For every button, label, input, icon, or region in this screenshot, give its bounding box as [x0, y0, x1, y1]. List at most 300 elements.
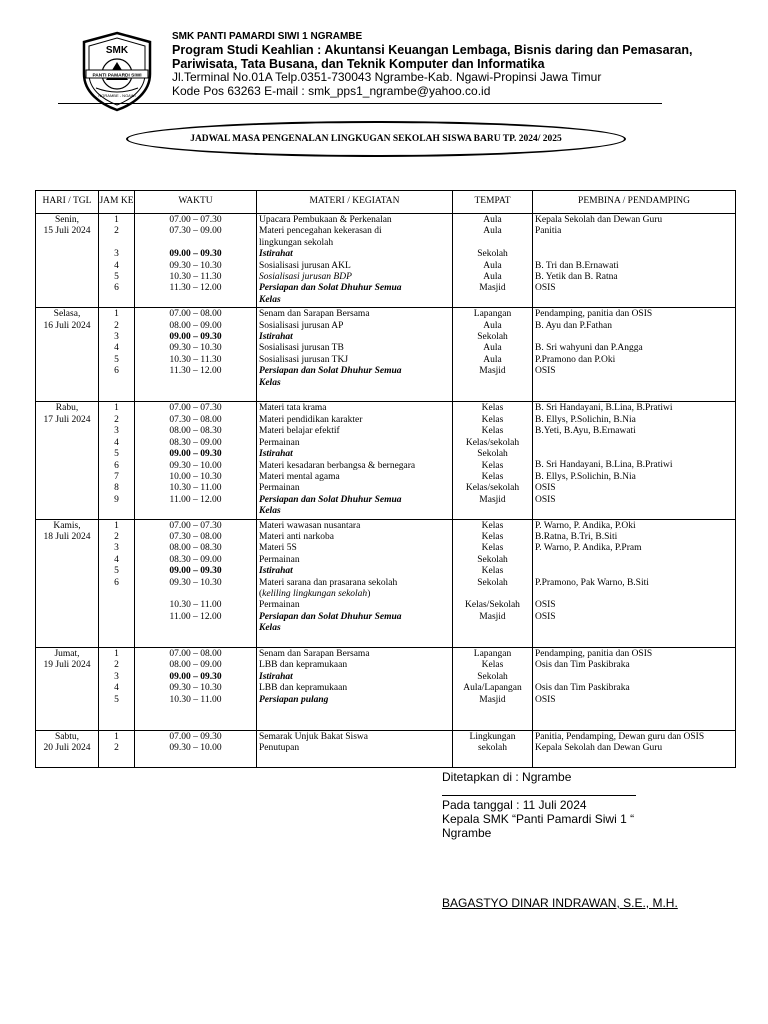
pembina-value: OSIS	[535, 600, 556, 611]
materi-value: Sosialisasi jurusan TB	[259, 343, 344, 354]
school-name: SMK PANTI PAMARDI SIWI 1 NGRAMBE	[172, 31, 363, 42]
tempat-value: Sekolah	[477, 671, 508, 682]
jam-value: 3	[114, 671, 119, 682]
table-row	[36, 402, 736, 519]
waktu-value: 11.00 – 12.00	[169, 611, 222, 622]
day-cell	[36, 214, 99, 308]
tempat-value: Aula	[483, 343, 502, 354]
waktu-value	[137, 589, 254, 600]
jam-value	[101, 389, 132, 400]
tempat-value: Kelas	[481, 566, 504, 577]
pembina-value: Panitia	[535, 226, 562, 237]
signature-position: Kepala SMK “Panti Pamardi Siwi 1 “	[442, 812, 635, 826]
materi-value: Istirahat	[259, 332, 293, 343]
tempat-value: sekolah	[477, 743, 508, 754]
tempat-value: Sekolah	[477, 577, 508, 588]
day-name: Rabu,	[55, 403, 79, 414]
jam-value: 2	[114, 414, 119, 425]
pembina-value: Osis dan Tim Paskibraka	[535, 683, 630, 694]
tempat-value: Kelas	[481, 403, 504, 414]
document-title: JADWAL MASA PENGENALAN LINGKUGAN SEKOLAH SISWA BARU TP. 2024/ 2025	[190, 134, 562, 144]
jam-value: 2	[114, 531, 119, 542]
waktu-value: 10.30 – 11.30	[169, 272, 222, 283]
materi-value: Istirahat	[259, 249, 293, 260]
tempat-value	[455, 706, 530, 717]
program-description: Program Studi Keahlian : Akuntansi Keuangan Lembaga, Bisnis daring dan Pemasaran, Pariwisata, Tata Busana, dan Teknik Komputer dan Informatika	[172, 43, 693, 71]
jam-value: 5	[114, 272, 119, 283]
pembina-value	[535, 389, 733, 400]
title-oval	[126, 121, 626, 157]
waktu-value: 10.30 – 11.30	[169, 354, 222, 365]
materi-value: Persiapan dan Solat Dhuhur Semua	[259, 494, 402, 505]
pembina-value	[535, 555, 733, 566]
jam-value: 9	[114, 494, 119, 505]
waktu-value: 08.30 – 09.00	[169, 554, 222, 565]
pembina-cell	[533, 308, 736, 402]
materi-value: Materi 5S	[259, 543, 297, 554]
materi-value: Materi pencegahan kekerasan di	[259, 226, 382, 237]
jam-value: 4	[114, 554, 119, 565]
waktu-value: 07.00 – 07.30	[169, 520, 222, 531]
jam-value	[101, 635, 132, 646]
pembina-value: Osis dan Tim Paskibraka	[535, 660, 630, 671]
tempat-cell	[453, 402, 533, 519]
waktu-value: 09.00 – 09.30	[169, 566, 222, 577]
waktu-value: 09.30 – 10.00	[169, 460, 222, 471]
tempat-value: Kelas	[481, 660, 504, 671]
column-header: HARI / TGL	[36, 191, 99, 214]
materi-value: Materi mental agama	[259, 471, 340, 482]
materi-value: Materi anti narkoba	[259, 531, 334, 542]
jam-value	[101, 378, 132, 389]
waktu-cell	[135, 648, 257, 731]
jam-value: 3	[114, 426, 119, 437]
pembina-value: B. Ayu dan P.Fathan	[535, 320, 612, 331]
tempat-value: Aula	[483, 272, 502, 283]
waktu-value: 07.30 – 08.00	[169, 531, 222, 542]
waktu-value: 07.00 – 09.30	[169, 731, 222, 742]
pembina-value	[535, 249, 733, 260]
tempat-value: Aula	[483, 354, 502, 365]
jam-value	[101, 755, 132, 766]
tempat-value: Aula/Lapangan	[463, 683, 522, 694]
waktu-value	[137, 623, 254, 634]
day-name: Jumat,	[54, 649, 80, 659]
jam-value: 5	[114, 566, 119, 577]
materi-value: Senam dan Sarapan Bersama	[259, 309, 370, 320]
pembina-cell	[533, 730, 736, 767]
waktu-value: 09.30 – 10.30	[169, 577, 222, 588]
waktu-value: 11.30 – 12.00	[169, 283, 222, 294]
day-cell	[36, 308, 99, 402]
tempat-value	[455, 717, 530, 728]
waktu-cell	[135, 730, 257, 767]
jam-value: 4	[114, 343, 119, 354]
pembina-value: B. Ellys, P.Solichin, B.Nia	[535, 471, 636, 482]
jam-value: 3	[114, 332, 119, 343]
tempat-value	[455, 623, 530, 634]
pembina-value: B.Yeti, B.Ayu, B.Ernawati	[535, 426, 636, 437]
pembina-value: Pendamping, panitia dan OSIS	[535, 309, 653, 320]
schedule-body	[36, 214, 736, 768]
signature-divider	[442, 795, 636, 796]
tempat-value	[455, 506, 530, 517]
jam-value: 6	[114, 283, 119, 294]
table-header-row	[36, 191, 736, 214]
logo-bottom-text: NGRAMBE - NGAWI	[98, 93, 136, 98]
day-cell	[36, 730, 99, 767]
materi-cell	[257, 308, 453, 402]
materi-value: (keliling lingkungan sekolah)	[259, 588, 371, 599]
materi-value: LBB dan kepramukaan	[259, 683, 348, 694]
jam-value	[101, 589, 132, 600]
tempat-value: Aula	[483, 226, 502, 237]
column-header: PEMBINA / PENDAMPING	[533, 191, 736, 214]
waktu-value: 10.30 – 11.00	[169, 483, 222, 494]
materi-value: Persiapan dan Solat Dhuhur Semua	[259, 366, 402, 377]
table-row	[36, 308, 736, 402]
pembina-value: OSIS	[535, 611, 556, 622]
pembina-value	[535, 378, 733, 389]
jam-cell	[99, 402, 135, 519]
day-date: 20 Juli 2024	[43, 743, 91, 754]
jam-value: 1	[114, 403, 119, 414]
materi-value	[259, 706, 450, 717]
pembina-value	[535, 589, 733, 600]
tempat-value: Aula	[483, 215, 502, 225]
tempat-value: Kelas	[481, 520, 504, 531]
day-cell	[36, 648, 99, 731]
waktu-value: 10.30 – 11.00	[169, 600, 222, 611]
jam-value: 2	[114, 226, 119, 237]
pembina-value: OSIS	[535, 483, 556, 494]
pembina-value	[535, 332, 733, 343]
materi-value: Permainan	[259, 483, 300, 494]
waktu-value: 09.30 – 10.30	[169, 260, 222, 271]
materi-value: Sosialisasi jurusan TKJ	[259, 354, 349, 365]
pembina-value	[535, 438, 733, 449]
day-cell	[36, 519, 99, 647]
waktu-value: 07.00 – 07.30	[169, 403, 222, 414]
materi-value	[259, 635, 450, 646]
column-header: TEMPAT	[453, 191, 533, 214]
pembina-value: Pendamping, panitia dan OSIS	[535, 649, 653, 659]
tempat-value: Kelas/sekolah	[465, 483, 520, 494]
jam-cell	[99, 519, 135, 647]
jam-value: 2	[114, 320, 119, 331]
jam-value: 2	[114, 743, 119, 754]
tempat-value: Aula	[483, 260, 502, 271]
pembina-value: B.Ratna, B.Tri, B.Siti	[535, 531, 618, 542]
materi-value: Permainan	[259, 600, 300, 611]
waktu-value: 09.00 – 09.30	[169, 249, 222, 260]
day-date: 18 Juli 2024	[43, 531, 91, 542]
pembina-value: Panitia, Pendamping, Dewan guru dan OSIS	[535, 731, 705, 742]
tempat-value: Aula	[483, 320, 502, 331]
tempat-value: Masjid	[479, 694, 506, 705]
signature-position-city: Ngrambe	[442, 826, 492, 840]
day-date: 16 Juli 2024	[43, 320, 91, 331]
materi-italic-note: keliling lingkungan sekolah	[262, 588, 368, 599]
jam-value: 1	[114, 309, 119, 320]
materi-value: Materi sarana dan prasarana sekolah	[259, 577, 398, 588]
tempat-value: Lapangan	[473, 309, 512, 320]
day-date: 15 Juli 2024	[43, 226, 91, 237]
tempat-value: Masjid	[479, 494, 506, 505]
waktu-value	[137, 238, 254, 249]
waktu-cell	[135, 402, 257, 519]
pembina-value: OSIS	[535, 366, 556, 377]
tempat-value: Sekolah	[477, 249, 508, 260]
jam-cell	[99, 308, 135, 402]
pembina-value: P.Pramono dan P.Oki	[535, 354, 616, 365]
waktu-cell	[135, 214, 257, 308]
materi-value: Kelas	[259, 506, 281, 517]
materi-value: Persiapan dan Solat Dhuhur Semua	[259, 611, 402, 622]
tempat-value	[455, 378, 530, 389]
column-header: WAKTU	[135, 191, 257, 214]
jam-value: 7	[114, 471, 119, 482]
tempat-value: Kelas/sekolah	[465, 437, 520, 448]
jam-value: 5	[114, 694, 119, 705]
jam-value	[101, 717, 132, 728]
materi-value: Kelas	[259, 623, 281, 634]
waktu-value	[137, 635, 254, 646]
jam-cell	[99, 648, 135, 731]
materi-value: LBB dan kepramukaan	[259, 660, 348, 671]
pembina-value	[535, 717, 733, 728]
pembina-value: P.Pramono, Pak Warno, B.Siti	[535, 577, 649, 588]
materi-value: Materi wawasan nusantara	[259, 520, 361, 531]
schedule-table	[35, 190, 736, 768]
jam-value: 1	[114, 520, 119, 531]
school-address: Jl.Terminal No.01A Telp.0351-730043 Ngrambe-Kab. Ngawi-Propinsi Jawa Timur	[172, 70, 602, 84]
materi-value: Permainan	[259, 554, 300, 565]
tempat-value: Sekolah	[477, 449, 508, 460]
waktu-value: 09.00 – 09.30	[169, 449, 222, 460]
materi-value: Persiapan dan Solat Dhuhur Semua	[259, 283, 402, 294]
materi-value: lingkungan sekolah	[259, 237, 334, 248]
tempat-value	[455, 389, 530, 400]
tempat-value	[455, 238, 530, 249]
tempat-cell	[453, 730, 533, 767]
waktu-value	[137, 706, 254, 717]
waktu-value: 09.30 – 10.30	[169, 683, 222, 694]
waktu-value: 07.00 – 08.00	[169, 309, 222, 320]
materi-cell	[257, 519, 453, 647]
pembina-value: B. Sri Handayani, B.Lina, B.Pratiwi	[535, 403, 673, 414]
materi-value: Materi belajar efektif	[259, 426, 340, 437]
materi-value: Sosialisasi jurusan AKL	[259, 260, 351, 271]
tempat-cell	[453, 648, 533, 731]
waktu-value: 09.00 – 09.30	[169, 671, 222, 682]
pembina-value	[535, 623, 733, 634]
waktu-value: 09.30 – 10.30	[169, 343, 222, 354]
pembina-cell	[533, 214, 736, 308]
materi-cell	[257, 730, 453, 767]
materi-value: Kelas	[259, 294, 281, 305]
materi-value: Kelas	[259, 377, 281, 388]
materi-value: Istirahat	[259, 671, 293, 682]
day-cell	[36, 402, 99, 519]
tempat-value: Kelas	[481, 460, 504, 471]
materi-value: Upacara Pembukaan & Perkenalan	[259, 215, 392, 225]
pembina-value: OSIS	[535, 283, 556, 294]
pembina-value	[535, 238, 733, 249]
tempat-value: Kelas/Sekolah	[465, 600, 520, 611]
pembina-value: P. Warno, P. Andika, P.Pram	[535, 543, 642, 554]
table-row	[36, 519, 736, 647]
materi-value: Persiapan pulang	[259, 694, 329, 705]
waktu-value: 08.00 – 09.00	[169, 320, 222, 331]
tempat-cell	[453, 214, 533, 308]
pembina-value: B. Tri dan B.Ernawati	[535, 260, 619, 271]
tempat-value	[455, 295, 530, 306]
jam-value: 3	[114, 543, 119, 554]
materi-value: Materi tata krama	[259, 403, 327, 414]
waktu-value: 07.30 – 09.00	[169, 226, 222, 237]
column-header: JAM KE	[99, 191, 135, 214]
materi-value: Sosialisasi jurusan BDP	[259, 272, 352, 283]
jam-cell	[99, 730, 135, 767]
jam-value: 3	[114, 249, 119, 260]
tempat-value	[455, 635, 530, 646]
waktu-value	[137, 378, 254, 389]
tempat-value: Kelas	[481, 531, 504, 542]
pembina-value: B. Yetik dan B. Ratna	[535, 272, 618, 282]
waktu-value	[137, 295, 254, 306]
tempat-value: Sekolah	[477, 554, 508, 565]
jam-value: 1	[114, 649, 119, 659]
materi-value: Senam dan Sarapan Bersama	[259, 649, 370, 659]
materi-value: Istirahat	[259, 449, 293, 460]
jam-value: 4	[114, 683, 119, 694]
waktu-value	[137, 389, 254, 400]
materi-value: Materi pendidikan karakter	[259, 414, 363, 425]
materi-value: Penutupan	[259, 743, 300, 754]
materi-cell	[257, 648, 453, 731]
table-row	[36, 214, 736, 308]
materi-value: Istirahat	[259, 566, 293, 577]
tempat-value: Masjid	[479, 366, 506, 377]
day-name: Senin,	[54, 215, 79, 225]
pembina-value	[535, 295, 733, 306]
materi-value	[259, 389, 450, 400]
day-date: 17 Juli 2024	[43, 414, 91, 425]
materi-cell	[257, 402, 453, 519]
materi-cell	[257, 214, 453, 308]
jam-value: 2	[114, 660, 119, 671]
signature-date: Pada tanggal : 11 Juli 2024	[442, 798, 587, 812]
pembina-value	[535, 506, 733, 517]
jam-value: 6	[114, 577, 119, 588]
waktu-value	[137, 755, 254, 766]
pembina-cell	[533, 402, 736, 519]
waktu-value: 11.30 – 12.00	[169, 366, 222, 377]
jam-value: 8	[114, 483, 119, 494]
jam-value: 5	[114, 449, 119, 460]
materi-value	[259, 717, 450, 728]
tempat-value: Kelas	[481, 543, 504, 554]
tempat-value: Kelas	[481, 471, 504, 482]
tempat-value: Kelas	[481, 426, 504, 437]
materi-value: Sosialisasi jurusan AP	[259, 320, 344, 331]
waktu-value: 08.00 – 08.30	[169, 543, 222, 554]
day-date: 19 Juli 2024	[43, 660, 91, 671]
pembina-value: P. Warno, P. Andika, P.Oki	[535, 520, 636, 531]
tempat-cell	[453, 308, 533, 402]
waktu-value: 08.00 – 08.30	[169, 426, 222, 437]
waktu-value: 08.30 – 09.00	[169, 437, 222, 448]
jam-value	[101, 706, 132, 717]
jam-value	[101, 612, 132, 623]
pembina-cell	[533, 519, 736, 647]
pembina-value: B. Sri Handayani, B.Lina, B.Pratiwi	[535, 460, 673, 471]
jam-value: 4	[114, 260, 119, 271]
column-header: MATERI / KEGIATAN	[257, 191, 453, 214]
signatory-name: BAGASTYO DINAR INDRAWAN, S.E., M.H.	[442, 896, 678, 910]
materi-value: Semarak Unjuk Bakat Siswa	[259, 731, 368, 742]
jam-value: 5	[114, 354, 119, 365]
waktu-value	[137, 717, 254, 728]
materi-value: Permainan	[259, 437, 300, 448]
logo-band-text: PANTI PAMARDI SIWI	[92, 73, 142, 79]
pembina-value	[535, 706, 733, 717]
waktu-cell	[135, 519, 257, 647]
materi-value: Materi kesadaran berbangsa & bernegara	[259, 460, 416, 471]
jam-value	[101, 506, 132, 517]
jam-value: 4	[114, 437, 119, 448]
day-name: Kamis,	[53, 520, 81, 531]
pembina-value: B. Sri wahyuni dan P.Angga	[535, 343, 643, 354]
table-row	[36, 730, 736, 767]
pembina-value: OSIS	[535, 494, 556, 505]
pembina-value: Kepala Sekolah dan Dewan Guru	[535, 215, 663, 225]
waktu-value: 07.00 – 08.00	[169, 649, 222, 659]
logo-top-text: SMK	[105, 45, 129, 56]
jam-value	[101, 623, 132, 634]
jam-value	[101, 238, 132, 249]
tempat-value: Kelas	[481, 414, 504, 425]
signature-place: Ditetapkan di : Ngrambe	[442, 770, 572, 784]
jam-cell	[99, 214, 135, 308]
pembina-value: OSIS	[535, 694, 556, 705]
header-divider	[58, 103, 662, 104]
waktu-value: 07.30 – 08.00	[169, 414, 222, 425]
pembina-value	[535, 449, 733, 460]
waktu-value: 09.00 – 09.30	[169, 332, 222, 343]
pembina-value	[535, 755, 733, 766]
waktu-value: 11.00 – 12.00	[169, 494, 222, 505]
jam-value: 6	[114, 366, 119, 377]
tempat-value: Lingkungan	[469, 731, 516, 742]
day-name: Sabtu,	[54, 731, 79, 742]
waktu-value: 10.30 – 11.00	[169, 694, 222, 705]
waktu-value	[137, 506, 254, 517]
tempat-value: Masjid	[479, 283, 506, 294]
tempat-value	[455, 755, 530, 766]
waktu-value: 08.00 – 09.00	[169, 660, 222, 671]
pembina-value: Kepala Sekolah dan Dewan Guru	[535, 743, 663, 754]
pembina-value	[535, 566, 733, 577]
waktu-value: 07.00 – 07.30	[169, 215, 222, 225]
jam-value: 1	[114, 731, 119, 742]
jam-value	[101, 600, 132, 611]
tempat-value: Sekolah	[477, 332, 508, 343]
school-postal-email: Kode Pos 63263 E-mail : smk_pps1_ngrambe@yahoo.co.id	[172, 84, 491, 98]
school-emblem-icon	[76, 30, 158, 112]
jam-value: 6	[114, 460, 119, 471]
